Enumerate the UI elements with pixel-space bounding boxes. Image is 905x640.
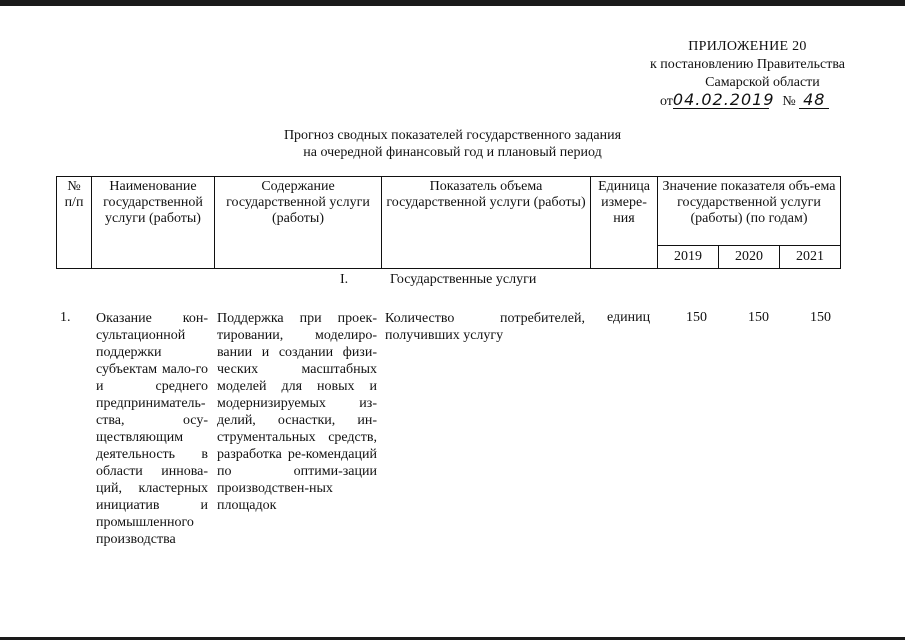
- document-title-line2: на очередной финансовый год и плановый период: [303, 145, 602, 160]
- scan-top-edge: [0, 0, 905, 6]
- header-content: Содержание государственной услуги (работы): [215, 177, 382, 269]
- row-service-content: Поддержка при проек-тировании, моделиро-вании и создании физи-ческих масштабных моделей для новых и модернизируемых из-делий, оснастки, ин-струментальных средств, разработка ре-комендаций по оптими-зации производствен-ных площадок: [217, 311, 377, 513]
- row-unit: единиц: [607, 310, 651, 325]
- row-indicator: Количество потребителей, получивших услугу: [385, 311, 585, 343]
- appendix-line2: к постановлению Правительства: [649, 57, 845, 72]
- row-value-2021: 150: [810, 310, 831, 325]
- header-unit: Единица измере-ния: [591, 177, 658, 269]
- number-prefix: №: [782, 94, 796, 109]
- section-number: I.: [340, 272, 349, 287]
- header-name: Наименование государственной услуги (работы): [92, 177, 215, 269]
- header-year-2021: 2021: [780, 246, 841, 269]
- header-year-2019: 2019: [658, 246, 719, 269]
- document-title: [0, 127, 905, 161]
- date-handwritten: 04.02.2019: [672, 90, 775, 109]
- appendix-dateline: [650, 92, 845, 111]
- header-indicator: Показатель объема государственной услуги (работы): [382, 177, 591, 269]
- date-prefix: от: [659, 94, 673, 109]
- document-title-line1: Прогноз сводных показателей государственного задания: [283, 128, 622, 143]
- appendix-block: [650, 38, 845, 111]
- row-value-2019: 150: [686, 310, 707, 325]
- header-year-2020: 2020: [719, 246, 780, 269]
- section-name: Государственные услуги: [390, 272, 537, 287]
- row-service-name: Оказание кон-сультационной поддержки субъектам мало-го и среднего предприниматель-ства, осу-ществляющим деятельность в области иннова-ций, кластерных инициатив и промышленного производства: [96, 311, 208, 547]
- number-handwritten: 48: [799, 92, 829, 109]
- indicators-table: [56, 176, 841, 269]
- row-num: 1.: [60, 310, 71, 325]
- appendix-title: ПРИЛОЖЕНИЕ 20: [688, 39, 807, 54]
- header-num: № п/п: [57, 177, 92, 269]
- appendix-line3: Самарской области: [705, 75, 820, 90]
- header-value: Значение показателя объ-ема государственной услуги (работы) (по годам): [658, 177, 841, 246]
- row-value-2020: 150: [748, 310, 769, 325]
